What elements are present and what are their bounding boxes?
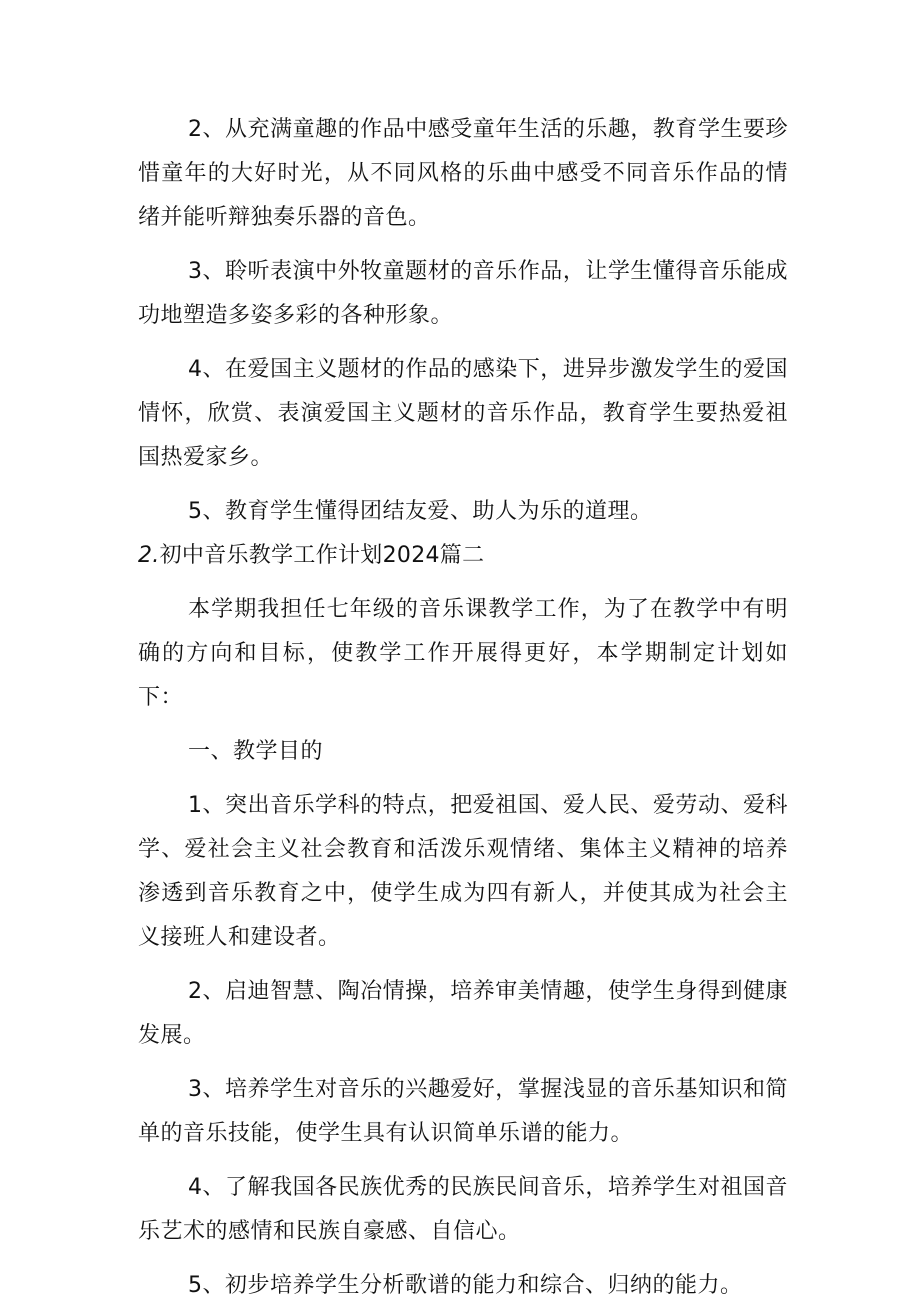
paragraph-item-2: 2、从充满童趣的作品中感受童年生活的乐趣，教育学生要珍惜童年的大好时光，从不同风格的乐曲中感受不同音乐作品的情绪并能听辩独奏乐器的音色。 [138, 117, 788, 230]
paragraph-item-4: 4、在爱国主义题材的作品的感染下，进异步激发学生的爱国情怀，欣赏、表演爱国主义题材的音乐作品，教育学生要热爱祖国热爱家乡。 [138, 357, 788, 470]
document-body [138, 108, 788, 1308]
section-heading-text: 初中音乐教学工作计划2024篇二 [159, 543, 485, 568]
section-heading [138, 534, 788, 578]
subheading-teaching-goals: 一、教学目的 [188, 739, 324, 764]
goal-item-2: 2、启迪智慧、陶冶情操，培养审美情趣，使学生身得到健康发展。 [138, 979, 788, 1048]
goal-item-5: 5、初步培养学生分析歌谱的能力和综合、归纳的能力。 [188, 1273, 743, 1298]
goal-item-3: 3、培养学生对音乐的兴趣爱好，掌握浅显的音乐基知识和简单的音乐技能，使学生具有认识简单乐谱的能力。 [138, 1077, 788, 1146]
paragraph-item-3: 3、聆听表演中外牧童题材的音乐作品，让学生懂得音乐能成功地塑造多姿多彩的各种形象。 [138, 259, 788, 328]
goal-item-4: 4、了解我国各民族优秀的民族民间音乐，培养学生对祖国音乐艺术的感情和民族自豪感、自信心。 [138, 1175, 788, 1244]
goal-item-1: 1、突出音乐学科的特点，把爱祖国、爱人民、爱劳动、爱科学、爱社会主义社会教育和活泼乐观情绪、集体主义精神的培养渗透到音乐教育之中，使学生成为四有新人，并使其成为社会主义接班人和建设者。 [138, 793, 788, 950]
intro-paragraph: 本学期我担任七年级的音乐课教学工作，为了在教学中有明确的方向和目标，使教学工作开展得更好，本学期制定计划如下： [138, 597, 788, 710]
section-heading-number: 2. [138, 543, 160, 568]
paragraph-item-5: 5、教育学生懂得团结友爱、助人为乐的道理。 [188, 499, 653, 524]
